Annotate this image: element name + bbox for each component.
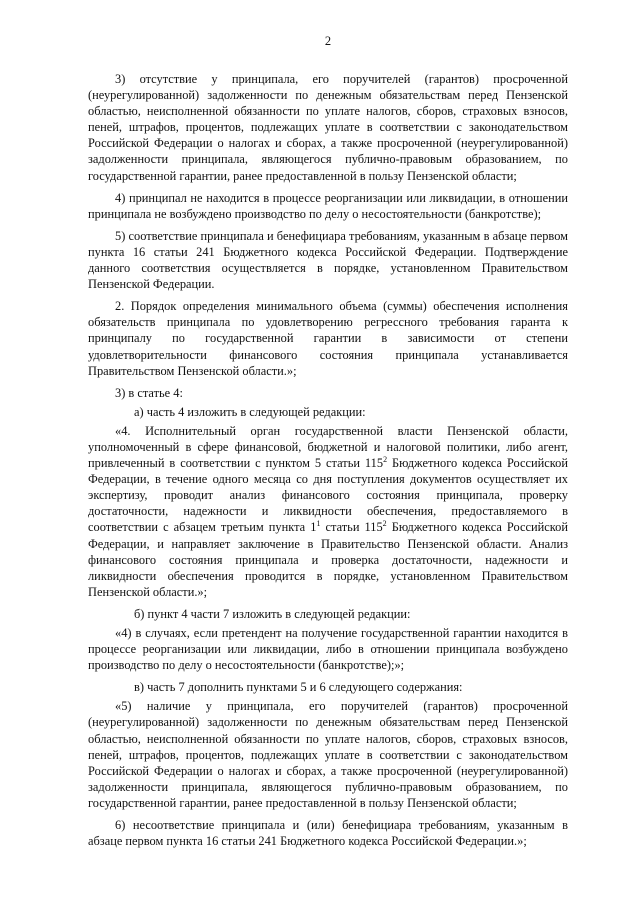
text-segment: статьи 115 (320, 520, 383, 535)
paragraph-part-7-item-4: «4) в случаях, если претендент на получение государственной гарантии находится в процессе реорганизации или ликвидации, либо в отношении принципала возбуждено производство по делу о несостоятельности (банкротстве);»; (88, 626, 568, 673)
paragraph-item-4: 4) принципал не находится в процессе реорганизации или ликвидации, в отношении принципала не возбуждено производство по делу о несостоятельности (банкротстве); (88, 190, 568, 221)
paragraph-subitem-a: а) часть 4 изложить в следующей редакции: (134, 404, 366, 419)
paragraph-article-4-part-4 (88, 423, 568, 600)
page-number: 2 (324, 34, 332, 48)
paragraph-subitem-v: в) часть 7 дополнить пунктами 5 и 6 следующего содержания: (134, 680, 463, 695)
paragraph-item-5: 5) соответствие принципала и бенефициара требованиям, указанным в абзаце первом пункта 16 статьи 241 Бюджетного кодекса Российской Федерации. Подтверждение данного соответствия осуществляется в порядке, установленном Правительством Пензенской Федерации. (88, 228, 568, 292)
paragraph-item-3: 3) отсутствие у принципала, его поручителей (гарантов) просроченной (неурегулированной) задолженности по денежным обязательствам перед Пензенской областью, неисполненной обязанности по уплате налогов, сборов, страховых взносов, пеней, штрафов, процентов, подлежащих уплате в соответствии с законодательством Российской Федерации о налогах и сборах, а также просроченной (неурегулированной) задолженности принципала, являющегося публично-правовым образованием, по государственной гарантии, ранее предоставленной в пользу Пензенской области; (88, 72, 568, 183)
text-segment: Бюджетного кодекса Российской Федерации, и направляет заключение в Правительство Пензенской области. Анализ финансового состояния принципала и проверка достаточности, надежности и ликвидности обеспечения проводится в порядке, установленном Правительством Пензенской области.»; (88, 520, 568, 599)
paragraph-part-7-item-5: «5) наличие у принципала, его поручителей (гарантов) просроченной (неурегулированной) задолженности по денежным обязательствам перед Пензенской областью, неисполненной обязанности по уплате налогов, сборов, страховых взносов, пеней, штрафов, процентов, подлежащих уплате в соответствии с законодательством Российской Федерации о налогах и сборах, а также просроченной (неурегулированной) задолженности принципала, являющегося публично-правовым образованием, по государственной гарантии, ранее предоставленной в пользу Пензенской области; (88, 699, 568, 810)
superscript: 2 (383, 454, 388, 464)
text-segment: Бюджетного кодекса Российской Федерации, в течение одного месяца со дня поступления документов осуществляет их экспертизу, проводит анализ финансового состояния принципала, проверку достаточности, надежности и ликвидности обеспечения, предоставляемого в соответствии с абзацем третьим пункта 1 (88, 456, 569, 535)
text-segment: «4. Исполнительный орган государственной власти Пензенской области, уполномоченный в сфере финансовой, бюджетной и налоговой политики, либо агент, привлеченный в соответствии с пунктом 5 статьи 115 (88, 423, 568, 471)
paragraph-article-4-heading: 3) в статье 4: (115, 385, 183, 400)
paragraph-subitem-b: б) пункт 4 части 7 изложить в следующей редакции: (134, 606, 411, 621)
paragraph-part-7-item-6: 6) несоответствие принципала и (или) бенефициара требованиям, указанным в абзаце первом пункта 16 статьи 241 Бюджетного кодекса Российской Федерации.»; (88, 818, 568, 849)
document-page (88, 34, 568, 855)
superscript: 1 (316, 519, 321, 529)
superscript: 2 (382, 519, 387, 529)
paragraph-part-2: 2. Порядок определения минимального объема (суммы) обеспечения исполнения обязательств принципала по удовлетворению регрессного требования гаранта к принципалу по государственной гарантии в зависимости от степени удовлетворительности финансового состояния принципала устанавливается Правительством Пензенской области.»; (88, 299, 568, 378)
